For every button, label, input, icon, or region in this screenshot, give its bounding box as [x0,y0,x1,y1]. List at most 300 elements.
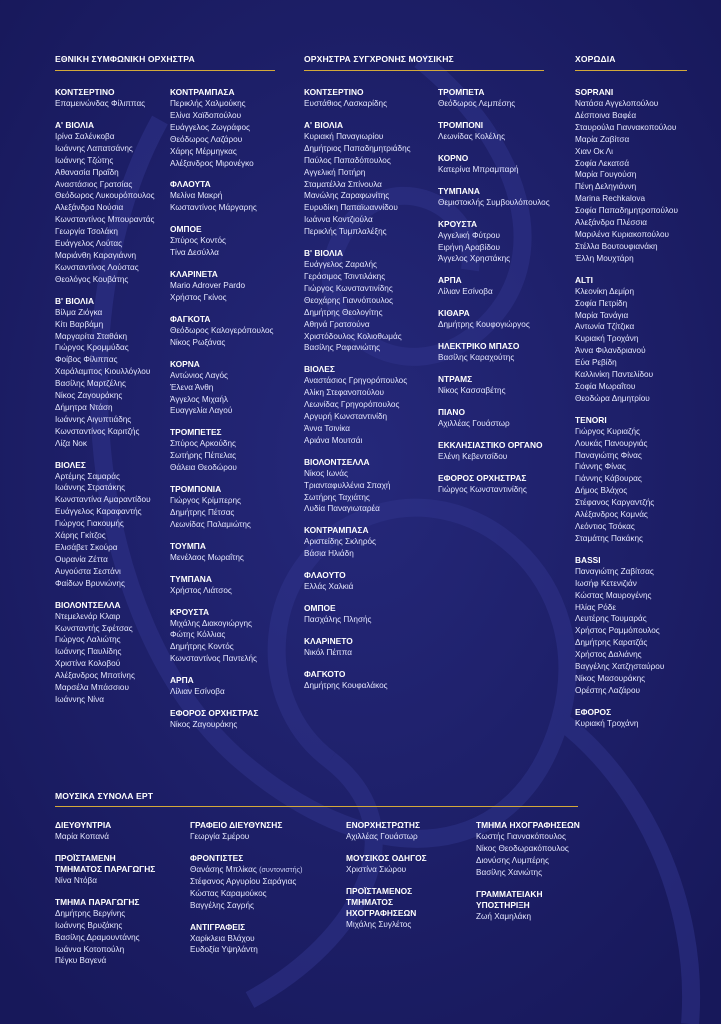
member-name [346,831,471,843]
member-name-text: Ευαγγελία Λαγού [170,406,233,416]
roster-group [438,219,563,266]
roster-group [346,820,471,843]
member-name-text: Ειρήνη Αραβίδου [438,242,500,252]
group-heading: ΚΡΟΥΣΤΑ [438,218,478,229]
member-name-text: Μαρία Κοπανά [55,832,109,841]
member-name-text: Κώστας Μαυρογένης [575,590,652,600]
member-name [438,484,563,496]
member-name-text: Λίλιαν Εσίνοβα [438,287,493,297]
member-name [304,259,434,271]
member-name [170,325,290,337]
group-heading: ΦΛΑΟΥΤΑ [170,179,211,190]
roster-group [55,600,170,706]
member-name [170,552,290,564]
member-name [55,908,180,920]
member-name [170,629,290,641]
member-name-text: Λυδία Παναγιωταρέα [304,504,380,514]
group-heading: ΒΙΟΛΕΣ [304,364,335,375]
member-name [304,331,434,343]
member-name-text: Φοίβος Φίλιππας [55,355,118,365]
member-name [55,190,170,202]
member-name-text: Χριστίνα Κολοβού [55,659,121,669]
member-name-text: Νίκος Θεοδωρακόπουλος [476,843,569,853]
member-name-text: Μαρσέλα Μπάσσιου [55,683,129,693]
member-name [304,214,434,226]
roster-group [438,341,563,364]
member-name-text: Ιωάννα Κοτοπούλη [55,944,125,954]
member-name-text: Αχιλλέας Γουάστωρ [346,832,418,841]
member-name-text: Σπύρος Κοντός [170,236,226,246]
member-name [575,110,705,122]
member-name [438,253,563,265]
group-heading: ΤΜΗΜΑΤΟΣ ΠΑΡΑΓΩΓΗΣ [55,863,156,874]
synchroni-right-column [438,87,563,506]
member-name-text: Αλέξανδρος Κομνάς [575,510,648,520]
member-name-text: Χάρης Μέρμηγκας [170,146,237,156]
member-name-text: Θανάσης Μπλίκας [190,864,257,874]
chorodia-column [575,87,705,740]
member-name-text: Ιωάννης Τζώτης [55,155,114,165]
member-name [438,319,563,331]
roster-group [55,820,180,843]
group-heading: ΚΟΝΤΡΑΜΠΑΣΑ [170,87,235,97]
member-name-text: Ιωάννης Λαπατσάνης [55,143,133,153]
member-name-text: Κωνσταντίνος Καριτζής [55,426,140,436]
member-name-text: Αλεξάνδρα Πλέσσια [575,218,648,228]
member-name [55,506,170,518]
member-name-text: Βαγγέλης Σαγρής [190,900,254,910]
member-name-text: Έλλη Μουχτάρη [575,253,634,263]
member-name-text: Βασίλης Δραμουντάνης [55,932,140,942]
group-heading: ΤΥΜΠΑΝΑ [170,573,212,584]
member-name-text: Αρτέμης Σαμαράς [55,471,120,481]
member-name-text: Αχιλλέας Γουάστωρ [438,418,510,428]
member-name-text: Ιωάννης Στρατάκης [55,483,126,493]
member-name-text: Παύλος Παπαδόπουλος [304,155,391,165]
member-name-text: Θεόδωρος Λυκουρόπουλος [55,191,155,201]
member-name-text: Σοφία Λεκατσά [575,158,630,168]
group-heading: ΒΙΟΛΟΝΤΣΕΛΛΑ [55,599,121,610]
member-name-text: Ζωή Χαμηλάκη [476,911,532,921]
member-name [170,585,290,597]
member-name-text: Χαρίκλεια Βλάχου [190,933,255,943]
member-name-text: Ορέστης Λαζάρου [575,685,640,695]
roster-group [190,853,340,912]
member-name [304,503,434,515]
member-name-text: Θεοδώρα Δημητρίου [575,393,650,403]
roster-group [170,427,290,474]
member-name [55,202,170,214]
member-name [55,944,180,956]
member-name-text: Κωσταντίνος Μάργαρης [170,203,257,213]
member-name [438,197,563,209]
roster-group [438,186,563,209]
group-heading: ΦΡΟΝΤΙΣΤΕΣ [190,852,244,863]
member-name-text: Κωνσταντίνος Μπουραντάς [55,215,155,225]
member-name-text: Ελένη Κεβεντσίδου [438,451,508,461]
member-name [575,673,705,685]
ert-column-4 [476,820,606,933]
member-name-text: Θεοχάρης Γιαννόπουλος [304,295,393,305]
member-name [438,286,563,298]
group-heading: ΤΟΥΜΠΑ [170,540,206,551]
member-name [55,214,170,226]
title-rule [304,70,544,71]
member-name [304,435,434,447]
member-name-text: Μαρία Ζαβίτσα [575,134,630,144]
section-ert-ensembles [55,791,153,801]
member-name-text: Τίνα Δεσύλλα [170,248,219,258]
roster-group [170,224,290,259]
roster-group [304,603,434,626]
member-name [55,402,170,414]
roster-group [438,374,563,397]
member-name [170,292,290,304]
section-ethniki [55,54,275,79]
member-name-text: Γιώργος Κωνσταντινίδης [304,283,393,293]
group-heading: ΕΦΟΡΟΣ [575,706,612,717]
member-name-text: Mario Adrover Pardo [170,281,246,291]
member-name [170,190,290,202]
member-name [346,864,471,876]
member-name-text: Στέφανος Αργυρίου Σαράγιας [190,876,297,886]
roster-group [170,675,290,698]
member-name-text: Έλενα Άνθη [170,382,214,392]
group-heading: ΗΛΕΚΤΡΙΚΟ ΜΠΑΣΟ [438,341,520,352]
member-name [55,378,170,390]
member-name [304,423,434,435]
member-name [190,933,340,945]
member-name [55,262,170,274]
member-name-text: Ελισάβετ Σκούρα [55,543,118,552]
group-heading: ΤΡΟΜΠΕΤΑ [438,87,485,97]
member-name [170,337,290,349]
member-name-text: Γιάννης Φίνας [575,462,626,472]
member-name [55,414,170,426]
section-title-chorodia: ΧΟΡΩΔΙΑ [575,54,616,64]
group-heading: ΦΑΓΚΟΤΑ [170,313,211,324]
member-name-text: Μαριάνθη Καραγιάννη [55,250,137,260]
member-name [55,578,170,590]
member-name-text: Νίκος Μασουράκης [575,673,646,683]
member-name [55,354,170,366]
group-heading: ALTI [575,274,593,285]
member-name-text: Αυγούστα Σεστάνι [55,566,121,576]
member-name [304,492,434,504]
group-heading: ΗΧΟΓΡΑΦΗΣΕΩΝ [346,907,417,918]
member-name-text: Δημήτρης Θεολογίτης [304,307,383,317]
member-name [190,944,340,956]
member-name [55,250,170,262]
member-name-text: Ηλίας Ρόδε [575,602,617,612]
group-heading: ΚΟΝΤΣΕΡΤΙΝΟ [304,87,364,97]
group-heading: ΚΛΑΡΙΝΕΤΑ [170,269,218,280]
member-name [55,875,180,887]
member-name [304,399,434,411]
group-heading: ΟΜΠΟΕ [170,224,202,235]
member-name-text: Βασίλης Καραχούτης [438,353,515,363]
member-name-text: Δημήτρης Κοντός [170,642,234,652]
member-name [170,146,290,158]
member-name [55,131,170,143]
member-name [304,167,434,179]
member-name [55,920,180,932]
member-name [170,394,290,406]
member-name [170,686,290,698]
roster-group [304,669,434,692]
group-heading: ΕΦΟΡΟΣ ΟΡΧΗΣΤΡΑΣ [170,708,259,719]
member-name-text: Κωνσταντίνος Λούστας [55,262,139,272]
member-name-text: Δήμητρα Ντάση [55,402,113,412]
group-heading: SOPRANI [575,87,614,97]
group-heading: ΒΙΟΛΟΝΤΣΕΛΛΑ [304,456,370,467]
member-name-text: Ευάγγελος Λούτας [55,239,123,249]
member-name [304,155,434,167]
member-name-text: Βίλμα Ζιόγκα [55,307,103,317]
member-name [55,167,170,179]
member-name [170,405,290,417]
roster-group [575,415,705,545]
roster-group [304,87,434,110]
member-name-text: Νίκος Ρωξάνας [170,337,226,347]
member-name-text: Κώστας Καραμούκος [190,888,267,898]
member-name [304,271,434,283]
member-name-text: Βασίλης Χανιώτης [476,867,543,877]
member-name-text: Γιώργος Λαλιώτης [55,635,121,645]
member-name-text: Χρήστος Γκίνος [170,292,227,302]
roster-group [304,570,434,593]
member-name-text: Νίκος Κασσαβέτης [438,386,506,396]
member-name-text: Σοφία Πετρίδη [575,298,628,308]
group-heading: ΤΡΟΜΠΟΝΙΑ [170,484,222,495]
ethniki-right-column [170,87,290,741]
group-heading: ΚΟΡΝΑ [170,358,200,369]
member-name-text: Άγγελος Χρηστάκης [438,254,511,264]
member-name [575,381,705,393]
roster-group [190,922,340,957]
member-name [575,205,705,217]
member-name [575,426,705,438]
member-name [55,932,180,944]
roster-group [438,308,563,331]
roster-group [575,555,705,697]
member-name-text: Ντεμελενάρ Κλαιρ [55,611,121,621]
member-name [190,888,340,900]
member-name-text: Σωτήρης Πέπελας [170,451,237,461]
member-name-text: Βάσια Ηλιάδη [304,549,354,559]
member-name [476,855,606,867]
member-name [575,169,705,181]
member-name [476,911,606,923]
roster-group [170,708,290,731]
member-name [575,473,705,485]
member-name-text: Σοφία Μωραΐτου [575,381,636,391]
member-name [575,637,705,649]
ert-column-3 [346,820,471,941]
section-title-ert: ΜΟΥΣΙΚΑ ΣΥΝΟΛΑ ΕΡΤ [55,791,154,801]
member-name-text: Πασχάλης Πλησής [304,615,372,625]
roster-group [575,707,705,730]
member-name [575,497,705,509]
roster-group [55,296,170,450]
roster-group [304,525,434,560]
roster-group [190,820,340,843]
group-heading: ΜΟΥΣΙΚΟΣ ΟΔΗΓΟΣ [346,852,427,863]
roster-group [170,269,290,304]
roster-group [55,897,180,968]
roster-group [304,120,434,238]
roster-group [170,484,290,531]
member-name-text: Αλεξάνδρα Νούσια [55,203,124,213]
member-name [55,542,170,554]
member-name-text: Νίνα Ντόβα [55,875,97,885]
member-name [575,485,705,497]
member-name-text: Χριστίνα Σιώρου [346,864,407,874]
member-name [190,864,340,876]
member-name-text: Άννα Φιλανδριανού [575,346,646,356]
member-name [575,241,705,253]
member-name-text: Χρήστος Ραμμόπουλος [575,626,660,636]
group-heading: ΤΜΗΜΑ ΠΑΡΑΓΩΓΗΣ [55,896,140,907]
group-heading: ΤΡΟΜΠΕΤΕΣ [170,427,222,438]
member-name-text: Μιχάλης Διακογιώργης [170,618,252,628]
member-name [170,462,290,474]
group-heading: ΚΡΟΥΣΤΑ [170,606,210,617]
group-heading: ΤΜΗΜΑΤΟΣ [346,896,393,907]
member-name [304,680,434,692]
member-name-text: Περικλής Τυμπλαλέξης [304,227,387,237]
member-name [55,342,170,354]
member-name-text: Γιώργος Κρίμπερης [170,496,242,506]
member-name-text: Γιώργος Κρομμύδας [55,343,129,353]
roster-group [170,574,290,597]
member-name-text: Σωτήρης Ταχιάτης [304,492,370,502]
roster-group [438,407,563,430]
group-heading: ΚΟΡΝΟ [438,152,469,163]
roster-group [476,820,606,879]
roster-group [170,179,290,214]
member-name [575,461,705,473]
member-name [55,634,170,646]
member-name-text: Αριάνα Μουτσάι [304,435,363,445]
member-name [170,519,290,531]
group-heading: ΦΛΑΟΥΤΟ [304,570,346,581]
member-name-text: Παναγιώτης Φίνας [575,450,642,460]
member-name [575,253,705,265]
roster-group [55,87,170,110]
member-name-text: Φώτης Κόλλιας [170,630,226,640]
member-name-text: Χρήστος Δαλιάνης [575,650,642,660]
member-name [476,843,606,855]
ethniki-left-column [55,87,170,716]
member-name [170,438,290,450]
member-name [170,382,290,394]
member-name-text: Νικόλ Πέππα [304,648,352,657]
member-name [304,131,434,143]
member-name-text: Κυριακή Τροχάνη [575,718,639,728]
member-name-text: Αλίκη Στεφανοπούλου [304,388,384,398]
section-synchroni [304,54,544,79]
member-name [438,131,563,143]
roster-group [170,87,290,169]
member-name [575,625,705,637]
member-name [304,202,434,214]
member-name-text: Μαρία Τανάγια [575,310,629,320]
member-name-text: Αθανασία Πραΐδη [55,167,119,177]
member-name-text: Αργυρή Κωνσταντινίδη [304,412,388,422]
member-name-text: Ιρίνα Σαλένκοβα [55,131,115,141]
member-name [55,366,170,378]
roster-group [170,359,290,418]
member-name [170,247,290,259]
roster-group [304,248,434,354]
member-name-text: Ευάγγελος Καραφαντής [55,507,142,517]
group-heading: ΠΙΑΝΟ [438,406,465,417]
member-name [304,319,434,331]
member-name-text: Δημήτρης Καρατζάς [575,638,648,648]
group-heading: Β' ΒΙΟΛΙΑ [304,248,343,259]
member-name-text: Λίλιαν Εσίνοβα [170,687,225,697]
member-name [575,438,705,450]
title-rule [575,70,687,71]
member-name [55,426,170,438]
member-name [190,900,340,912]
group-heading: Α' ΒΙΟΛΙΑ [55,119,94,130]
member-name-text: Χιαν Οκ Λι [575,146,613,156]
member-name-text: Marina Rechkalova [575,194,646,204]
member-name [304,581,434,593]
member-name [575,685,705,697]
member-name-text: Ελίνα Χαϊδοπούλου [170,110,242,120]
group-heading: ΤΥΜΠΑΝΑ [438,185,480,196]
member-name [304,143,434,155]
member-name [55,694,170,706]
member-name [55,682,170,694]
section-chorodia [575,54,687,79]
member-name-text: Δέσποινα Βαφέα [575,110,637,120]
member-name [55,143,170,155]
member-name-text: Άγγελος Μιχαήλ [170,394,228,404]
member-name [55,646,170,658]
member-name [575,321,705,333]
member-name-text: Ιωάννης Αιγυπτιάδης [55,414,132,424]
member-name-text: Βασίλης Ραφανιώτης [304,343,381,353]
member-name-text: Θεόδωρος Λαζάρου [170,134,243,144]
member-name [55,611,170,623]
member-name [190,876,340,888]
member-name-text: Ευδοξία Υψηλάντη [190,945,258,955]
member-name-text: Κίτι Βαρβάμη [55,319,104,329]
member-name [575,357,705,369]
member-name [575,158,705,170]
member-name-text: Αντωνία Τζίτζικα [575,322,635,332]
member-name [438,230,563,242]
member-name [575,578,705,590]
member-name [55,179,170,191]
section-title-synchroni: ΟΡΧΗΣΤΡΑ ΣΥΓΧΡΟΝΗΣ ΜΟΥΣΙΚΗΣ [304,54,454,64]
member-name [304,375,434,387]
bottom-title-rule [55,806,578,807]
member-name-text: Κατερίνα Μπραμπαρή [438,164,519,174]
group-heading: ΓΡΑΜΜΑΤΕΙΑΚΗ [476,888,543,899]
member-name-text: Νατάσα Αγγελοπούλου [575,99,659,108]
member-name-text: Γιάννης Κάβουρας [575,474,642,484]
roster-group [438,120,563,143]
member-name-text: Σοφία Παπαδημητροπούλου [575,206,678,216]
member-name-text: Λεόντιος Τσόκας [575,522,635,531]
member-name-text: Δημήτρης Πέτσας [170,507,235,517]
member-name [575,229,705,241]
